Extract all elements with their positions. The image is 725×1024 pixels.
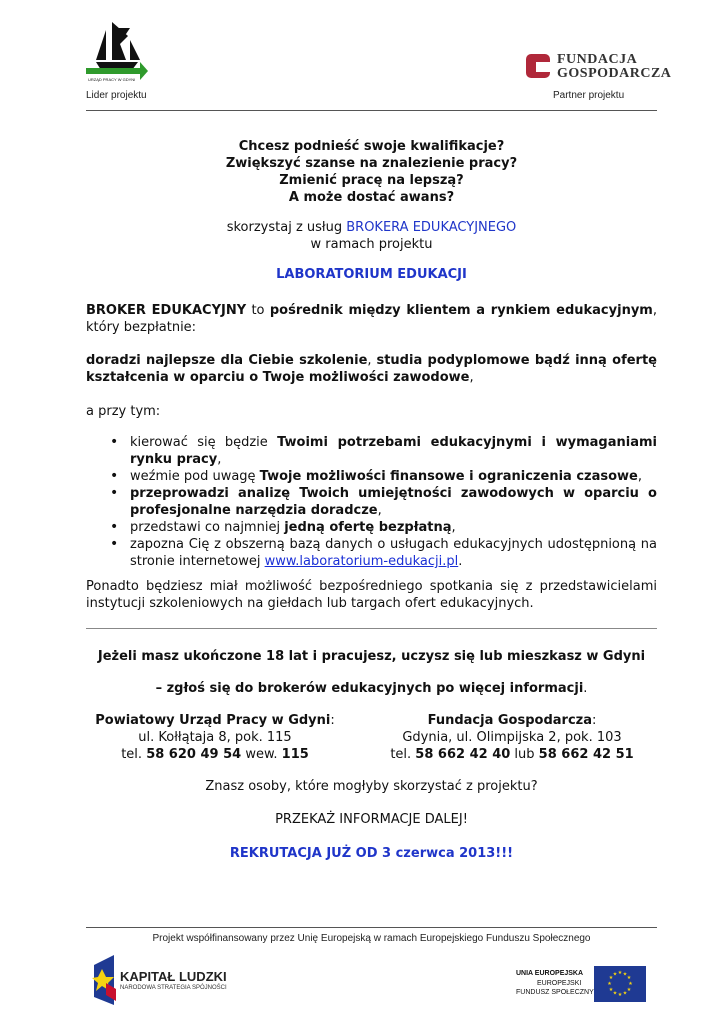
contact-left-name: Powiatowy Urząd Pracy w Gdyni bbox=[95, 713, 331, 728]
list-item: • weźmie pod uwagę Twoje możliwości finansowe i ograniczenia czasowe, bbox=[104, 468, 657, 485]
broker-advise bbox=[86, 352, 657, 386]
list-item: • zapozna Cię z obszerną bazą danych o usługach edukacyjnych udostępnioną na stronie internetowej www.laboratorium-edukacji.pl. bbox=[104, 536, 657, 570]
lider-logo bbox=[86, 20, 148, 84]
svg-text:★: ★ bbox=[617, 970, 623, 976]
svg-text:★: ★ bbox=[622, 990, 628, 997]
list-item: • przedstawi co najmniej jedną ofertę bezpłatną, bbox=[104, 519, 657, 536]
question-2: Zwiększyć szanse na znalezienie pracy? bbox=[225, 156, 518, 171]
svg-text:★: ★ bbox=[628, 981, 633, 987]
broker-tail: , który bezpłatnie: bbox=[86, 303, 657, 335]
svg-text:★: ★ bbox=[612, 971, 618, 978]
eu-text-2: EUROPEJSKI bbox=[537, 980, 582, 987]
ship-logo-icon bbox=[86, 20, 148, 84]
list-item: • przeprowadzi analizę Twoich umiejętności zawodowych w oparciu o profesjonalne narzędzia doradcze, bbox=[104, 485, 657, 519]
contact-right-name: Fundacja Gospodarcza bbox=[427, 713, 592, 728]
service-prefix: skorzystaj z usług bbox=[226, 220, 347, 235]
contact-right-phone-2: 58 662 42 51 bbox=[538, 747, 634, 762]
kapital-ludzki-logo bbox=[90, 955, 250, 1005]
contact-right: Fundacja Gospodarcza: Gdynia, ul. Olimpijska 2, pok. 103 tel. 58 662 42 40 lub 58 662 42 51 bbox=[382, 712, 642, 763]
intro-questions bbox=[86, 138, 657, 206]
partner-logo-line1: FUNDACJA bbox=[557, 52, 638, 67]
question-4: A może dostać awans? bbox=[288, 190, 455, 205]
lider-logo-text: URZĄD PRACY W GDYNI bbox=[88, 77, 136, 82]
kl-subtitle: NARODOWA STRATEGIA SPÓJNOŚCI bbox=[120, 985, 227, 991]
service-project-label: w ramach projektu bbox=[310, 237, 433, 252]
partner-logo bbox=[526, 52, 676, 82]
cofinance-note: Projekt współfinansowany przez Unię Europejską w ramach Europejskiego Funduszu Społecznego bbox=[152, 933, 591, 944]
contact-left: Powiatowy Urząd Pracy w Gdyni: ul. Kołłątaja 8, pok. 115 tel. 58 620 49 54 wew. 115 bbox=[86, 712, 344, 763]
svg-text:★: ★ bbox=[608, 987, 614, 993]
also-label: a przy tym: bbox=[86, 404, 161, 419]
contact-right-phone: 58 662 42 40 bbox=[415, 747, 511, 762]
svg-text:★: ★ bbox=[622, 971, 628, 978]
project-name: LABORATORIUM EDUKACJI bbox=[276, 267, 467, 282]
eu-flag-icon bbox=[594, 966, 646, 1002]
svg-text:★: ★ bbox=[612, 990, 618, 997]
question-1: Chcesz podnieść swoje kwalifikacje? bbox=[238, 139, 505, 154]
broker-definition bbox=[86, 302, 657, 336]
eu-text-3: FUNDUSZ SPOŁECZNY bbox=[516, 989, 594, 996]
kapital-ludzki-mark-icon bbox=[90, 955, 120, 1005]
svg-text:★: ★ bbox=[617, 992, 623, 998]
eu-logo bbox=[510, 966, 650, 1006]
advise-end: , bbox=[469, 370, 474, 385]
contact-right-address: Gdynia, ul. Olimpijska 2, pok. 103 bbox=[402, 730, 622, 745]
cta-line-1: Jeżeli masz ukończone 18 lat i pracujesz, uczysz się lub mieszkasz w Gdyni bbox=[97, 649, 646, 664]
advise-mid: , bbox=[367, 353, 377, 368]
partner-caption: Partner projektu bbox=[553, 90, 625, 101]
svg-text:★: ★ bbox=[626, 975, 632, 981]
fundacja-mark-icon bbox=[526, 54, 552, 80]
broker-highlight: BROKERA EDUKACYJNEGO bbox=[346, 220, 517, 235]
kl-title: KAPITAŁ LUDZKI bbox=[120, 969, 227, 984]
cta-line-2 bbox=[86, 680, 657, 697]
advise-bold-1: doradzi najlepsze dla Ciebie szkolenie bbox=[86, 353, 368, 368]
eu-text-1: UNIA EUROPEJSKA bbox=[516, 970, 584, 977]
broker-to: to bbox=[246, 303, 270, 318]
header-divider bbox=[86, 110, 657, 111]
partner-logo-line2: GOSPODARCZA bbox=[557, 66, 672, 81]
intro-service bbox=[86, 219, 657, 253]
broker-def: pośrednik między klientem a rynkiem edukacyjnym bbox=[269, 303, 653, 318]
list-item: • kierować się będzie Twoimi potrzebami edukacyjnymi i wymaganiami rynku pracy, bbox=[104, 434, 657, 468]
question-3: Zmienić pracę na lepszą? bbox=[279, 173, 464, 188]
middle-divider bbox=[86, 628, 657, 629]
benefits-list bbox=[104, 434, 657, 570]
footer-divider bbox=[86, 927, 657, 928]
cta-line-2-end: . bbox=[583, 681, 588, 696]
contact-left-address: ul. Kołłątaja 8, pok. 115 bbox=[138, 730, 292, 745]
svg-text:★: ★ bbox=[607, 981, 612, 987]
extra-info: Ponadto będziesz miał możliwość bezpośredniego spotkania się z przedstawicielami instytucji szkoleniowych na giełdach lub targach ofert edukacyjnych. bbox=[86, 579, 657, 611]
closing-question: Znasz osoby, które mogłyby skorzystać z projektu? bbox=[205, 779, 538, 794]
lider-caption: Lider projektu bbox=[86, 90, 147, 101]
contact-left-ext: 115 bbox=[281, 747, 309, 762]
closing-pass: PRZEKAŻ INFORMACJE DALEJ! bbox=[275, 812, 468, 827]
recruitment-date: REKRUTACJA JUŻ OD 3 czerwca 2013!!! bbox=[229, 846, 514, 861]
broker-term: BROKER EDUKACYJNY bbox=[86, 303, 247, 318]
advise-bold-2: studia podyplomowe bądź inną ofertę kształcenia w oparciu o Twoje możliwości zawodowe bbox=[86, 353, 657, 385]
svg-text:★: ★ bbox=[608, 975, 614, 981]
contact-left-phone: 58 620 49 54 bbox=[146, 747, 242, 762]
cta-line-2-text: – zgłoś się do brokerów edukacyjnych po więcej informacji bbox=[155, 681, 584, 696]
website-link[interactable]: www.laboratorium-edukacji.pl bbox=[264, 554, 459, 569]
svg-text:★: ★ bbox=[626, 987, 632, 993]
